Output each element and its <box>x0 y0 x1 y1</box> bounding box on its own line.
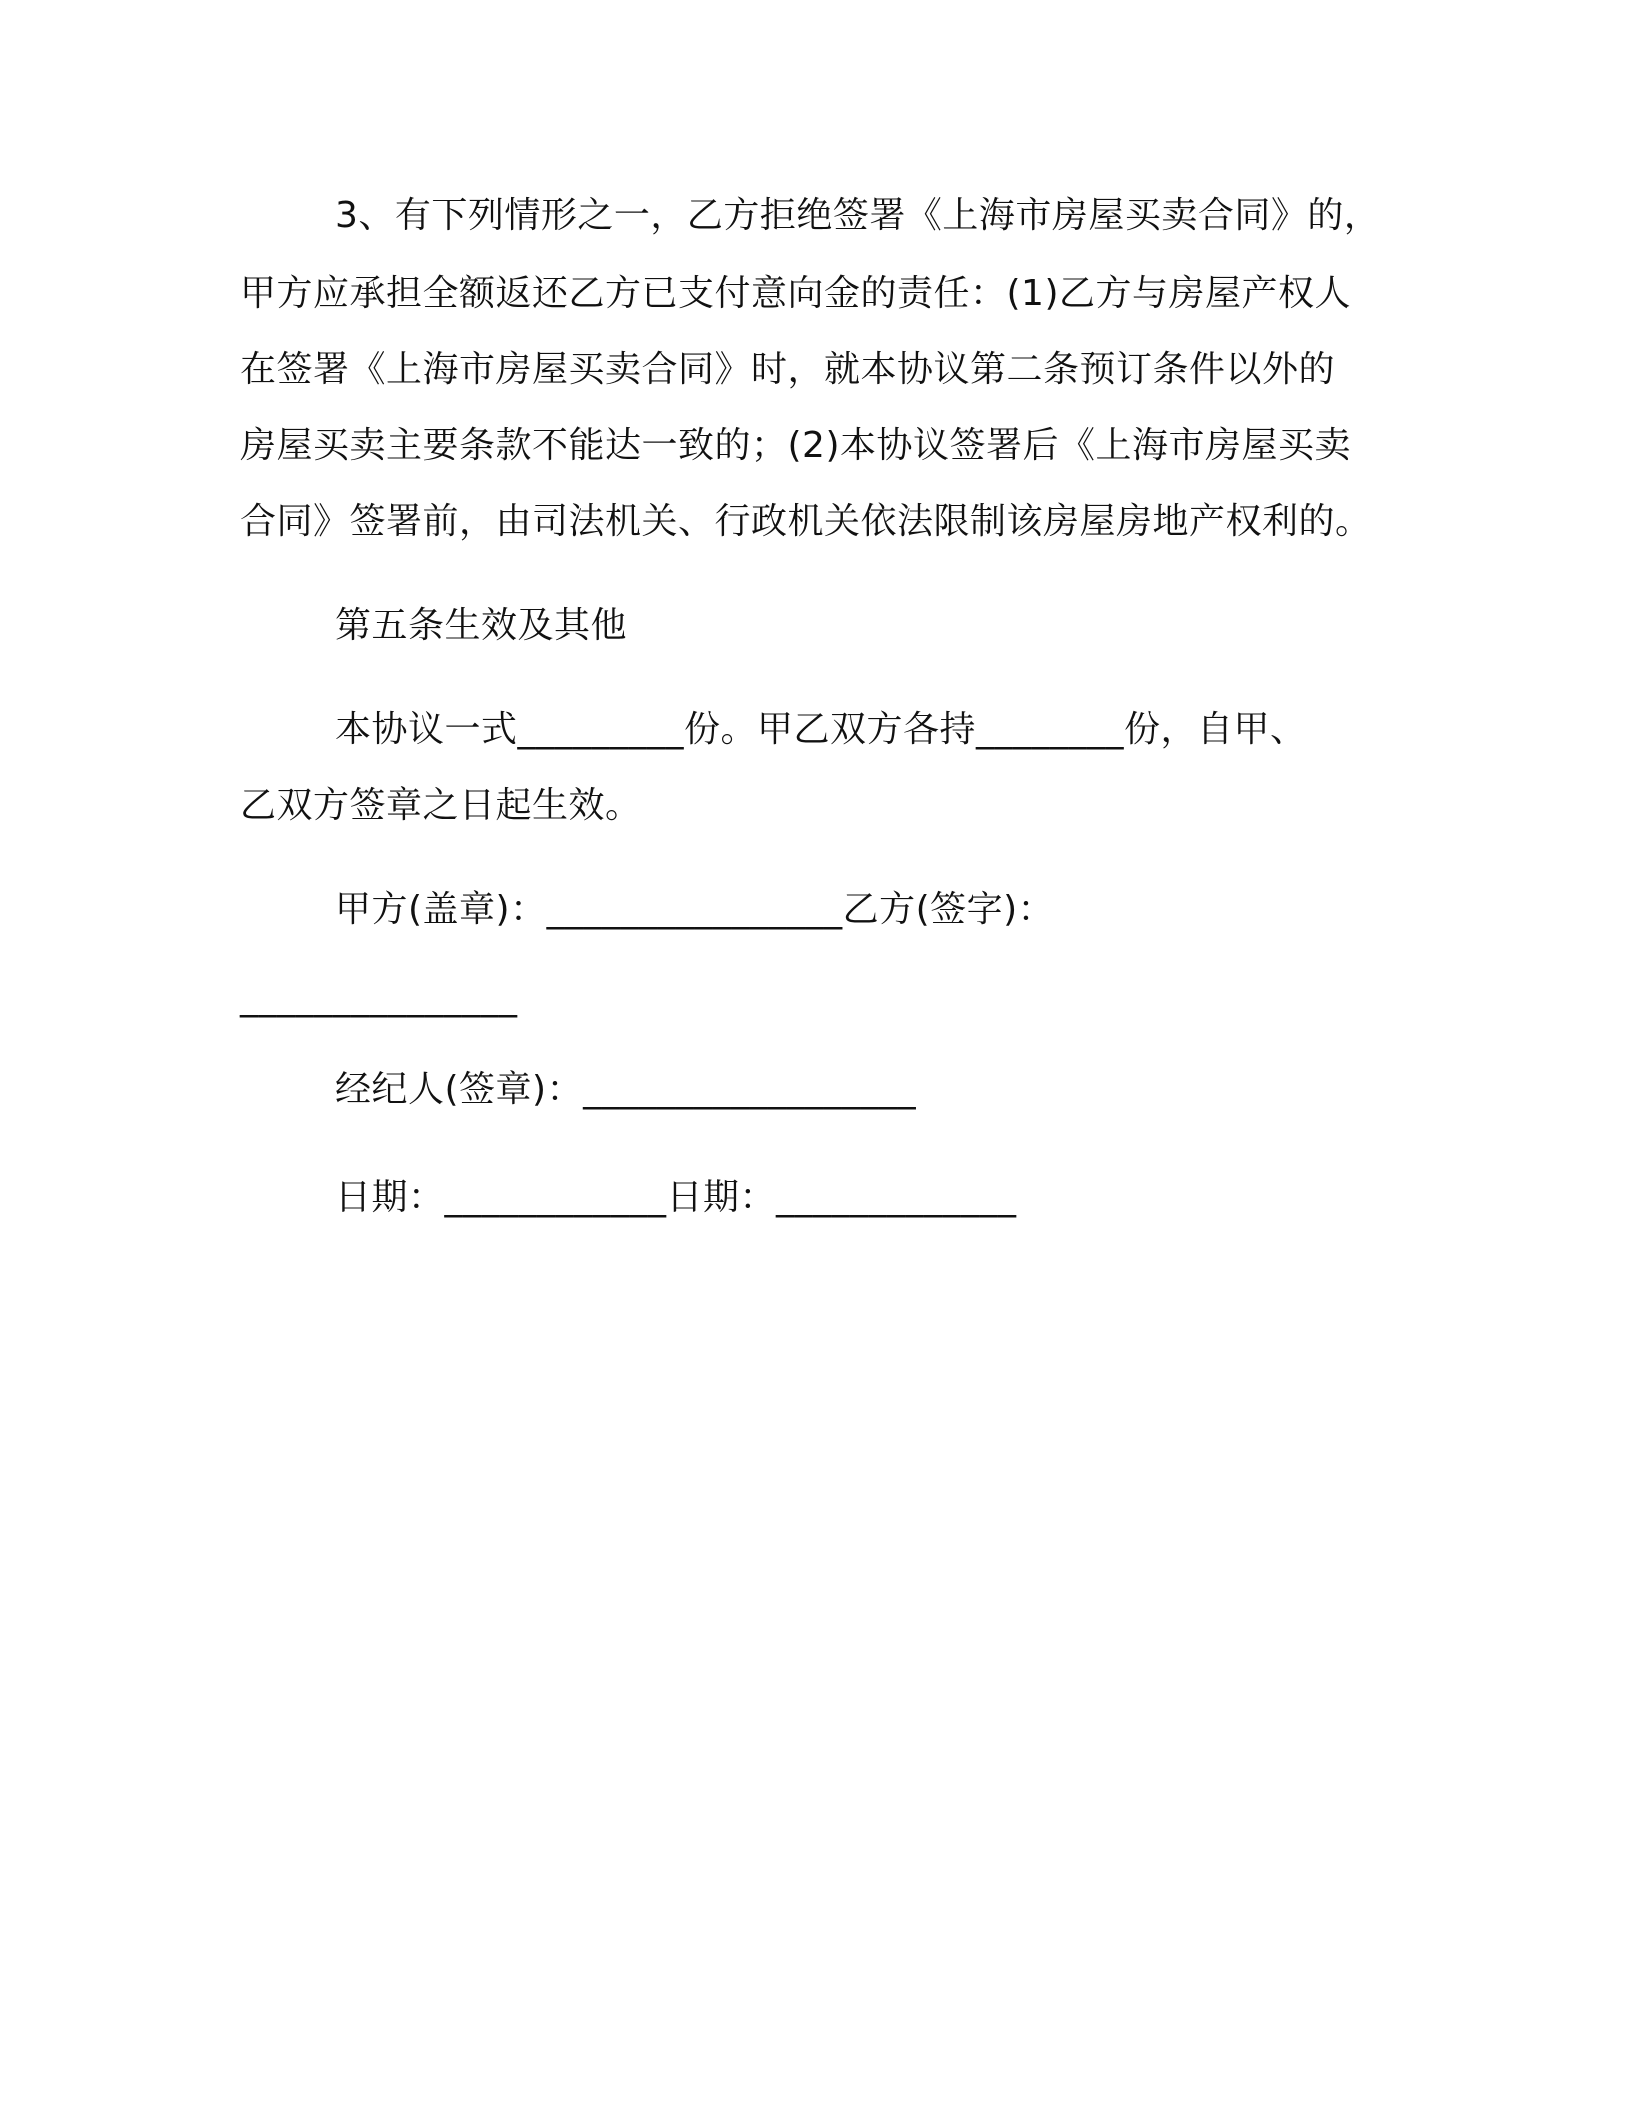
party-b-signature-blank: _______________ <box>240 977 518 1018</box>
clause-3-line-2: 甲方应承担全额返还乙方已支付意向金的责任：(1)乙方与房屋产权人 <box>240 273 1351 314</box>
agent-signature-line: 经纪人(签章)：__________________ <box>335 1069 917 1110</box>
copies-line-1: 本协议一式_________份。甲乙双方各持________份，自甲、 <box>335 709 1307 750</box>
clause-3-line-5: 合同》签署前，由司法机关、行政机关依法限制该房屋房地产权利的。 <box>240 501 1372 542</box>
section-5-heading: 第五条生效及其他 <box>335 605 628 646</box>
clause-3-line-1: 3、有下列情形之一，乙方拒绝签署《上海市房屋买卖合同》的， <box>335 195 1381 236</box>
clause-3-line-4: 房屋买卖主要条款不能达一致的；(2)本协议签署后《上海市房屋买卖 <box>240 425 1351 466</box>
party-signature-line: 甲方(盖章)：________________乙方(签字)： <box>335 889 1055 930</box>
copies-line-2: 乙双方签章之日起生效。 <box>240 785 642 826</box>
date-line: 日期：____________日期：_____________ <box>335 1177 1017 1218</box>
clause-3-line-3: 在签署《上海市房屋买卖合同》时，就本协议第二条预订条件以外的 <box>240 349 1336 390</box>
